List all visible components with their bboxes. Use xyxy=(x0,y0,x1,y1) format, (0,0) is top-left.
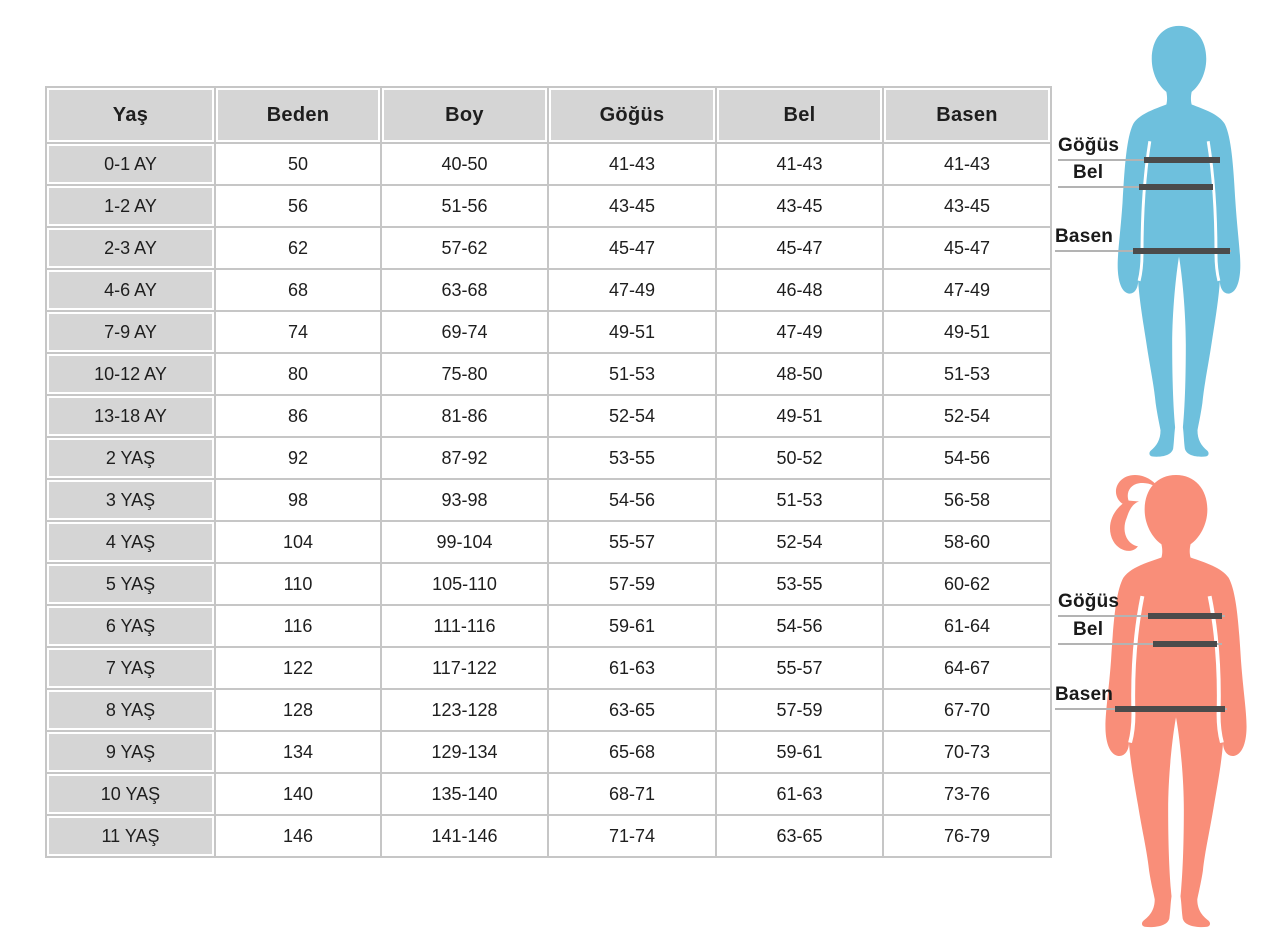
data-cell: 92 xyxy=(215,437,381,479)
girl-chest-line-dark xyxy=(1148,613,1222,619)
data-cell: 55-57 xyxy=(548,521,716,563)
data-cell: 80 xyxy=(215,353,381,395)
table-row xyxy=(46,647,1051,689)
boy-hip-label: Basen xyxy=(1055,226,1114,247)
row-header-cell: 7 YAŞ xyxy=(46,647,215,689)
size-chart-table xyxy=(45,86,1052,858)
data-cell: 47-49 xyxy=(548,269,716,311)
boy-waist-line-dark xyxy=(1139,184,1213,190)
data-cell: 111-116 xyxy=(381,605,548,647)
table-row xyxy=(46,185,1051,227)
data-cell: 110 xyxy=(215,563,381,605)
data-cell: 41-43 xyxy=(716,143,883,185)
girl-chest-measure xyxy=(1058,592,1225,617)
row-header-cell: 11 YAŞ xyxy=(46,815,215,857)
row-header-cell: 1-2 AY xyxy=(46,185,215,227)
data-cell: 129-134 xyxy=(381,731,548,773)
table-row xyxy=(46,311,1051,353)
data-cell: 67-70 xyxy=(883,689,1051,731)
data-cell: 54-56 xyxy=(883,437,1051,479)
data-cell: 40-50 xyxy=(381,143,548,185)
header-cell-chest: Göğüs xyxy=(548,87,716,143)
data-cell: 123-128 xyxy=(381,689,548,731)
table-row xyxy=(46,227,1051,269)
data-cell: 60-62 xyxy=(883,563,1051,605)
data-cell: 75-80 xyxy=(381,353,548,395)
header-row xyxy=(46,87,1051,143)
data-cell: 71-74 xyxy=(548,815,716,857)
table-row xyxy=(46,731,1051,773)
data-cell: 47-49 xyxy=(716,311,883,353)
data-cell: 86 xyxy=(215,395,381,437)
data-cell: 65-68 xyxy=(548,731,716,773)
data-cell: 68 xyxy=(215,269,381,311)
table-row xyxy=(46,353,1051,395)
data-cell: 63-65 xyxy=(716,815,883,857)
data-cell: 45-47 xyxy=(883,227,1051,269)
data-cell: 70-73 xyxy=(883,731,1051,773)
data-cell: 64-67 xyxy=(883,647,1051,689)
data-cell: 57-59 xyxy=(716,689,883,731)
row-header-cell: 3 YAŞ xyxy=(46,479,215,521)
boy-waist-label: Bel xyxy=(1073,162,1104,183)
data-cell: 128 xyxy=(215,689,381,731)
boy-chest-label: Göğüs xyxy=(1058,135,1120,156)
boy-hip-line xyxy=(1055,250,1231,252)
data-cell: 49-51 xyxy=(548,311,716,353)
data-cell: 48-50 xyxy=(716,353,883,395)
table-row xyxy=(46,479,1051,521)
data-cell: 56-58 xyxy=(883,479,1051,521)
data-cell: 69-74 xyxy=(381,311,548,353)
table-row xyxy=(46,563,1051,605)
header-cell-height: Boy xyxy=(381,87,548,143)
row-header-cell: 8 YAŞ xyxy=(46,689,215,731)
row-header-cell: 2 YAŞ xyxy=(46,437,215,479)
row-header-cell: 0-1 AY xyxy=(46,143,215,185)
data-cell: 45-47 xyxy=(716,227,883,269)
header-cell-waist: Bel xyxy=(716,87,883,143)
data-cell: 74 xyxy=(215,311,381,353)
row-header-cell: 2-3 AY xyxy=(46,227,215,269)
header-cell-age: Yaş xyxy=(46,87,215,143)
data-cell: 47-49 xyxy=(883,269,1051,311)
data-cell: 63-65 xyxy=(548,689,716,731)
table-row xyxy=(46,437,1051,479)
data-cell: 52-54 xyxy=(883,395,1051,437)
data-cell: 53-55 xyxy=(716,563,883,605)
data-cell: 43-45 xyxy=(716,185,883,227)
row-header-cell: 10 YAŞ xyxy=(46,773,215,815)
table-body xyxy=(46,143,1051,857)
boy-waist-measure xyxy=(1058,163,1213,188)
data-cell: 50-52 xyxy=(716,437,883,479)
boy-chest-line xyxy=(1058,159,1220,161)
table-row xyxy=(46,521,1051,563)
table-row xyxy=(46,143,1051,185)
table-row xyxy=(46,269,1051,311)
data-cell: 41-43 xyxy=(548,143,716,185)
data-cell: 68-71 xyxy=(548,773,716,815)
row-header-cell: 4-6 AY xyxy=(46,269,215,311)
data-cell: 43-45 xyxy=(548,185,716,227)
data-cell: 51-53 xyxy=(716,479,883,521)
data-cell: 43-45 xyxy=(883,185,1051,227)
data-cell: 61-64 xyxy=(883,605,1051,647)
data-cell: 135-140 xyxy=(381,773,548,815)
row-header-cell: 6 YAŞ xyxy=(46,605,215,647)
header-cell-hip: Basen xyxy=(883,87,1051,143)
girl-chest-line xyxy=(1058,615,1225,617)
row-header-cell: 5 YAŞ xyxy=(46,563,215,605)
data-cell: 49-51 xyxy=(716,395,883,437)
data-cell: 52-54 xyxy=(548,395,716,437)
row-header-cell: 9 YAŞ xyxy=(46,731,215,773)
data-cell: 59-61 xyxy=(716,731,883,773)
table-row xyxy=(46,605,1051,647)
data-cell: 141-146 xyxy=(381,815,548,857)
boy-waist-line xyxy=(1058,186,1213,188)
girl-waist-label: Bel xyxy=(1073,619,1104,640)
table-row xyxy=(46,689,1051,731)
data-cell: 61-63 xyxy=(716,773,883,815)
data-cell: 73-76 xyxy=(883,773,1051,815)
girl-waist-measure xyxy=(1058,620,1222,645)
data-cell: 45-47 xyxy=(548,227,716,269)
girl-hip-measure xyxy=(1055,685,1227,710)
boy-chest-measure xyxy=(1058,136,1220,161)
data-cell: 46-48 xyxy=(716,269,883,311)
girl-waist-line-dark xyxy=(1153,641,1217,647)
data-cell: 59-61 xyxy=(548,605,716,647)
data-cell: 61-63 xyxy=(548,647,716,689)
girl-chest-label: Göğüs xyxy=(1058,591,1120,612)
data-cell: 116 xyxy=(215,605,381,647)
data-cell: 76-79 xyxy=(883,815,1051,857)
girl-hip-line xyxy=(1055,708,1227,710)
data-cell: 54-56 xyxy=(548,479,716,521)
row-header-cell: 13-18 AY xyxy=(46,395,215,437)
data-cell: 51-56 xyxy=(381,185,548,227)
row-header-cell: 4 YAŞ xyxy=(46,521,215,563)
boy-hip-measure xyxy=(1055,227,1231,252)
data-cell: 117-122 xyxy=(381,647,548,689)
row-header-cell: 7-9 AY xyxy=(46,311,215,353)
data-cell: 57-62 xyxy=(381,227,548,269)
data-cell: 53-55 xyxy=(548,437,716,479)
girl-hip-label: Basen xyxy=(1055,684,1114,705)
header-cell-size: Beden xyxy=(215,87,381,143)
table-row xyxy=(46,815,1051,857)
data-cell: 99-104 xyxy=(381,521,548,563)
data-cell: 41-43 xyxy=(883,143,1051,185)
table-row xyxy=(46,395,1051,437)
data-cell: 56 xyxy=(215,185,381,227)
girl-ponytail-curl xyxy=(1110,500,1139,550)
boy-hip-line-dark xyxy=(1133,248,1230,254)
data-cell: 49-51 xyxy=(883,311,1051,353)
data-cell: 58-60 xyxy=(883,521,1051,563)
data-cell: 140 xyxy=(215,773,381,815)
table-header xyxy=(46,87,1051,143)
data-cell: 50 xyxy=(215,143,381,185)
girl-hip-line-dark xyxy=(1115,706,1225,712)
data-cell: 62 xyxy=(215,227,381,269)
data-cell: 87-92 xyxy=(381,437,548,479)
data-cell: 54-56 xyxy=(716,605,883,647)
data-cell: 51-53 xyxy=(548,353,716,395)
data-cell: 122 xyxy=(215,647,381,689)
data-cell: 98 xyxy=(215,479,381,521)
data-cell: 134 xyxy=(215,731,381,773)
data-cell: 52-54 xyxy=(716,521,883,563)
data-cell: 57-59 xyxy=(548,563,716,605)
data-cell: 63-68 xyxy=(381,269,548,311)
data-cell: 51-53 xyxy=(883,353,1051,395)
data-cell: 104 xyxy=(215,521,381,563)
data-cell: 105-110 xyxy=(381,563,548,605)
data-cell: 146 xyxy=(215,815,381,857)
data-cell: 55-57 xyxy=(716,647,883,689)
data-cell: 93-98 xyxy=(381,479,548,521)
table-row xyxy=(46,773,1051,815)
row-header-cell: 10-12 AY xyxy=(46,353,215,395)
data-cell: 81-86 xyxy=(381,395,548,437)
girl-waist-line xyxy=(1058,643,1222,645)
